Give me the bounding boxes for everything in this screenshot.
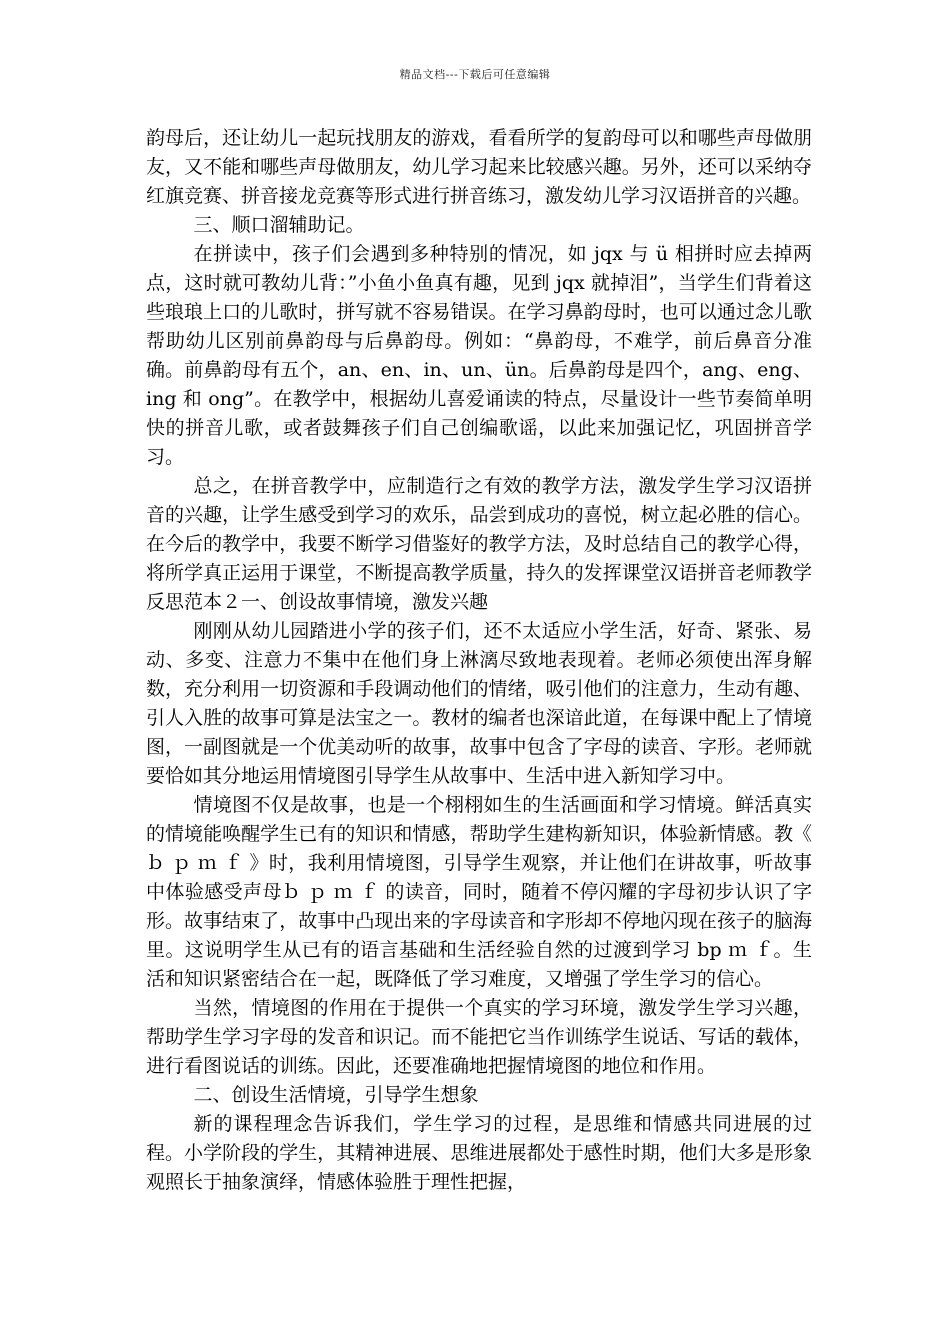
paragraph-1: 韵母后，还让幼儿一起玩找朋友的游戏，看看所学的复韵母可以和哪些声母做朋友，又不能和哪些声母做朋友，幼儿学习起来比较感兴趣。另外，还可以采纳夺红旗竞赛、拼音接龙竞赛等形式进行拼音练习，激发幼儿学习汉语拼音的兴趣。 (146, 127, 812, 207)
page-header: 精品文档---下载后可任意编辑 (399, 68, 551, 81)
paragraph-6: 当然，情境图的作用在于提供一个真实的学习环境，激发学生学习兴趣，帮助学生学习字母的发音和识记。而不能把它当作训练学生说话、写话的载体，进行看图说话的训练。因此，还要准确地把握情境图的地位和作用。 (146, 997, 812, 1077)
paragraph-5: 情境图不仅是故事，也是一个栩栩如生的生活画面和学习情境。鲜活真实的情境能唤醒学生已有的知识和情感，帮助学生建构新知识，体验新情感。教《 ｂ ｐ ｍ ｆ 》时，我利用情境图，引导学生观察，并让他们在讲故事，听故事中体验感受声母ｂ ｐ ｍ ｆ 的读音，同时，随着不停闪耀的字母初步认识了字形。故事结束了，故事中凸现出来的字母读音和字形却不停地闪现在孩子的脑海里。这说明学生从已有的语言基础和生活经验自然的过渡到学习 bp ｍ ｆ。生活和知识紧密结合在一起，既降低了学习难度，又增强了学生学习的信心。 (146, 794, 812, 990)
section-heading-2: 二、创设生活情境，引导学生想象 (193, 1084, 479, 1106)
paragraph-2: 在拼读中，孩子们会遇到多种特别的情况，如 jqx 与 ü 相拼时应去掉两点，这时就可教幼儿背：”小鱼小鱼真有趣，见到 jqx 就掉泪”，当学生们背着这些琅琅上口的儿歌时，拼写就不容易错误。在学习鼻韵母时，也可以通过念儿歌帮助幼儿区别前鼻韵母与后鼻韵母。例如：“鼻韵母，不难学，前后鼻音分准确。前鼻韵母有五个，an、en、in、un、ün。后鼻韵母是四个，ang、eng、ing 和 ong”。在教学中，根据幼儿喜爱诵读的特点，尽量设计一些节奏简单明快的拼音儿歌，或者鼓舞孩子们自己创编歌谣，以此来加强记忆，巩固拼音学习。 (146, 243, 812, 468)
paragraph-7: 新的课程理念告诉我们，学生学习的过程，是思维和情感共同进展的过程。小学阶段的学生，其精神进展、思维进展都处于感性时期，他们大多是形象观照长于抽象演绎，情感体验胜于理性把握， (146, 1113, 812, 1193)
body-text (146, 124, 812, 1197)
paragraph-4: 刚刚从幼儿园踏进小学的孩子们，还不太适应小学生活，好奇、紧张、易动、多变、注意力不集中在他们身上淋漓尽致地表现着。老师必须使出浑身解数，充分利用一切资源和手段调动他们的情绪，吸引他们的注意力，生动有趣、引人入胜的故事可算是法宝之一。教材的编者也深谙此道，在每课中配上了情境图，一副图就是一个优美动听的故事，故事中包含了字母的读音、字形。老师就要恰如其分地运用情境图引导学生从故事中、生活中进入新知学习中。 (146, 620, 812, 787)
section-heading-3: 三、顺口溜辅助记。 (193, 214, 365, 236)
paragraph-3: 总之，在拼音教学中，应制造行之有效的教学方法，激发学生学习汉语拼音的兴趣，让学生感受到学习的欢乐，品尝到成功的喜悦，树立起必胜的信心。在今后的教学中，我要不断学习借鉴好的教学方法，及时总结自己的教学心得，将所学真正运用于课堂，不断提高教学质量，持久的发挥课堂汉语拼音老师教学反思范本２一、创设故事情境，激发兴趣 (146, 475, 812, 613)
